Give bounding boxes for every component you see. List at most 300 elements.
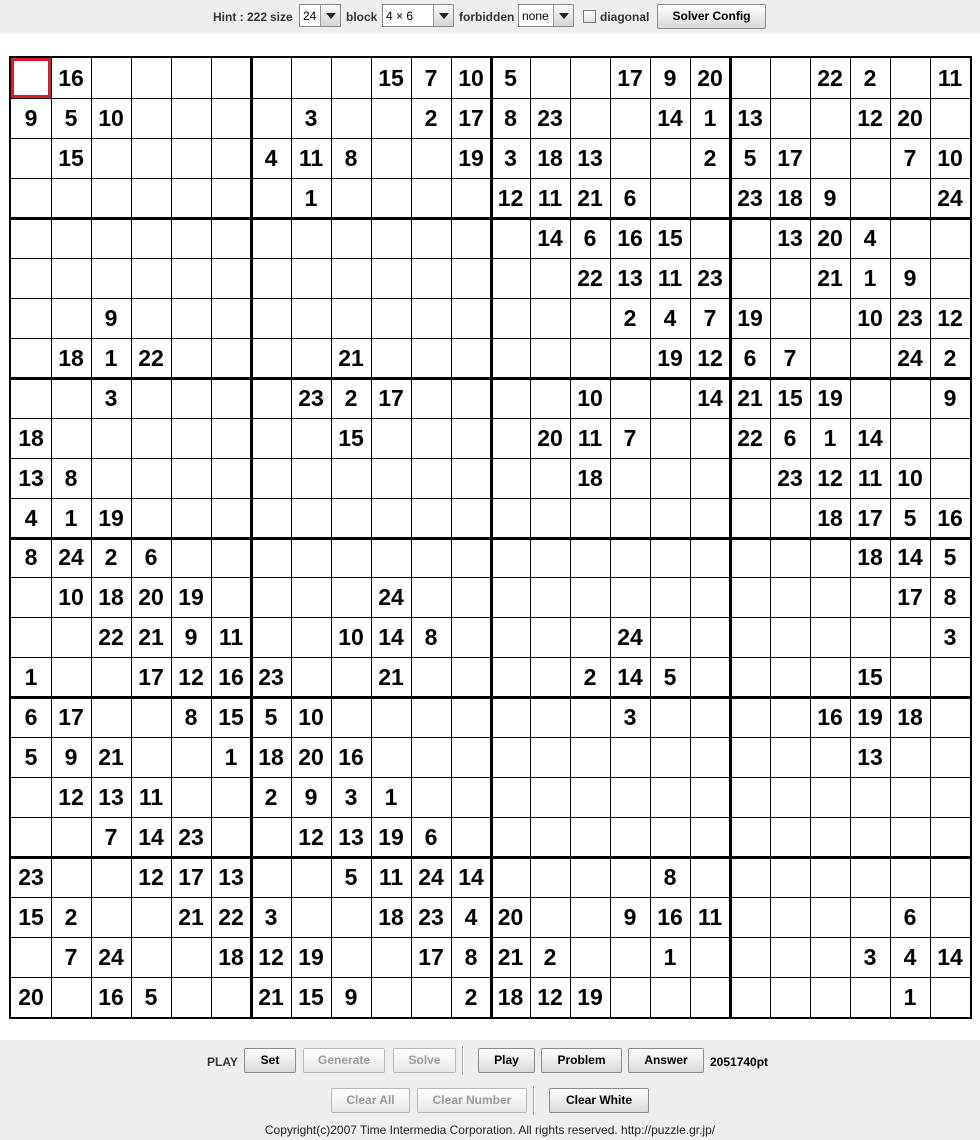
- sudoku-cell-empty[interactable]: [850, 777, 890, 817]
- sudoku-cell-empty[interactable]: [930, 697, 970, 737]
- sudoku-cell-given[interactable]: 5: [64, 105, 78, 131]
- sudoku-cell-given[interactable]: 16: [617, 225, 643, 251]
- sudoku-cell-given[interactable]: 7: [104, 824, 118, 850]
- sudoku-cell-empty[interactable]: [331, 897, 371, 937]
- sudoku-cell-given[interactable]: 13: [218, 864, 244, 890]
- sudoku-cell-empty[interactable]: [530, 378, 570, 418]
- sudoku-cell-empty[interactable]: [291, 657, 331, 697]
- sudoku-cell-given[interactable]: 24: [897, 345, 923, 371]
- sudoku-cell-empty[interactable]: [251, 617, 291, 657]
- sudoku-cell-empty[interactable]: [211, 498, 251, 538]
- sudoku-cell-empty[interactable]: [91, 138, 131, 178]
- sudoku-cell-empty[interactable]: [171, 498, 211, 538]
- sudoku-cell-given[interactable]: 11: [298, 145, 324, 171]
- sudoku-cell-given[interactable]: 14: [697, 385, 723, 411]
- sudoku-cell-given[interactable]: 14: [378, 624, 404, 650]
- sudoku-cell-given[interactable]: 2: [344, 385, 358, 411]
- sudoku-cell-given[interactable]: 11: [218, 624, 244, 650]
- sudoku-cell-given[interactable]: 14: [617, 664, 643, 690]
- sudoku-cell-empty[interactable]: [251, 218, 291, 258]
- sudoku-cell-empty[interactable]: [131, 697, 171, 737]
- sudoku-cell-empty[interactable]: [171, 58, 211, 98]
- forbidden-select[interactable]: [518, 4, 574, 27]
- sudoku-cell-empty[interactable]: [690, 617, 730, 657]
- sudoku-cell-empty[interactable]: [810, 657, 850, 697]
- sudoku-cell-empty[interactable]: [371, 338, 411, 378]
- sudoku-cell-empty[interactable]: [131, 178, 171, 218]
- sudoku-cell-given[interactable]: 13: [777, 225, 803, 251]
- sudoku-cell-given[interactable]: 7: [783, 345, 797, 371]
- sudoku-cell-empty[interactable]: [451, 458, 491, 498]
- sudoku-cell-given[interactable]: 12: [178, 664, 204, 690]
- sudoku-cell-empty[interactable]: [171, 338, 211, 378]
- sudoku-cell-empty[interactable]: [291, 857, 331, 897]
- sudoku-cell-given[interactable]: 3: [264, 904, 278, 930]
- sudoku-cell-empty[interactable]: [11, 298, 51, 338]
- sudoku-cell-empty[interactable]: [850, 817, 890, 857]
- sudoku-cell-empty[interactable]: [730, 857, 770, 897]
- sudoku-cell-empty[interactable]: [690, 458, 730, 498]
- sudoku-cell-given[interactable]: 9: [24, 105, 38, 131]
- sudoku-cell-empty[interactable]: [411, 458, 451, 498]
- sudoku-cell-given[interactable]: 4: [663, 305, 677, 331]
- sudoku-cell-given[interactable]: 1: [703, 105, 717, 131]
- diagonal-checkbox[interactable]: [583, 10, 596, 23]
- sudoku-cell-given[interactable]: 8: [64, 465, 78, 491]
- sudoku-cell-empty[interactable]: [11, 258, 51, 298]
- sudoku-cell-empty[interactable]: [251, 58, 291, 98]
- sudoku-cell-given[interactable]: 10: [338, 624, 364, 650]
- sudoku-cell-empty[interactable]: [51, 817, 91, 857]
- sudoku-cell-empty[interactable]: [131, 937, 171, 977]
- sudoku-cell-given[interactable]: 8: [663, 864, 677, 890]
- sudoku-cell-given[interactable]: 6: [24, 704, 38, 730]
- sudoku-cell-empty[interactable]: [251, 458, 291, 498]
- sudoku-cell-empty[interactable]: [810, 737, 850, 777]
- sudoku-cell-empty[interactable]: [331, 657, 371, 697]
- sudoku-cell-empty[interactable]: [491, 378, 530, 418]
- sudoku-cell-given[interactable]: 6: [743, 345, 757, 371]
- sudoku-cell-empty[interactable]: [291, 218, 331, 258]
- sudoku-cell-empty[interactable]: [491, 418, 530, 458]
- sudoku-cell-empty[interactable]: [331, 937, 371, 977]
- sudoku-cell-given[interactable]: 10: [857, 305, 883, 331]
- sudoku-cell-empty[interactable]: [91, 897, 131, 937]
- sudoku-cell-empty[interactable]: [810, 138, 850, 178]
- sudoku-cell-empty[interactable]: [291, 418, 331, 458]
- sudoku-cell-given[interactable]: 18: [897, 704, 923, 730]
- sudoku-cell-given[interactable]: 13: [577, 145, 603, 171]
- sudoku-cell-empty[interactable]: [51, 657, 91, 697]
- sudoku-cell-empty[interactable]: [371, 937, 411, 977]
- sudoku-cell-given[interactable]: 13: [857, 744, 883, 770]
- sudoku-cell-given[interactable]: 21: [98, 744, 124, 770]
- sudoku-cell-given[interactable]: 20: [18, 984, 44, 1010]
- sudoku-cell-given[interactable]: 19: [857, 704, 883, 730]
- sudoku-cell-empty[interactable]: [371, 98, 411, 138]
- sudoku-cell-empty[interactable]: [171, 178, 211, 218]
- sudoku-cell-empty[interactable]: [291, 577, 331, 617]
- sudoku-cell-empty[interactable]: [171, 538, 211, 577]
- sudoku-cell-empty[interactable]: [890, 657, 930, 697]
- sudoku-cell-empty[interactable]: [810, 338, 850, 378]
- sudoku-cell-given[interactable]: 1: [24, 664, 38, 690]
- sudoku-cell-given[interactable]: 4: [903, 944, 917, 970]
- sudoku-cell-given[interactable]: 15: [857, 664, 883, 690]
- sudoku-cell-given[interactable]: 11: [697, 904, 723, 930]
- sudoku-cell-given[interactable]: 1: [823, 425, 837, 451]
- sudoku-cell-empty[interactable]: [530, 298, 570, 338]
- sudoku-cell-given[interactable]: 9: [663, 65, 677, 91]
- sudoku-cell-given[interactable]: 20: [138, 584, 164, 610]
- sudoku-cell-empty[interactable]: [650, 817, 690, 857]
- sudoku-cell-empty[interactable]: [730, 817, 770, 857]
- sudoku-cell-empty[interactable]: [331, 98, 371, 138]
- solve-button[interactable]: Solve: [393, 1048, 456, 1073]
- sudoku-cell-given[interactable]: 1: [903, 984, 917, 1010]
- sudoku-cell-empty[interactable]: [131, 418, 171, 458]
- sudoku-cell-empty[interactable]: [530, 857, 570, 897]
- sudoku-cell-given[interactable]: 18: [18, 425, 44, 451]
- sudoku-cell-empty[interactable]: [211, 338, 251, 378]
- sudoku-cell-empty[interactable]: [91, 657, 131, 697]
- sudoku-cell-empty[interactable]: [930, 737, 970, 777]
- sudoku-cell-empty[interactable]: [131, 897, 171, 937]
- sudoku-cell-empty[interactable]: [211, 258, 251, 298]
- sudoku-cell-given[interactable]: 5: [264, 704, 278, 730]
- sudoku-cell-given[interactable]: 18: [98, 584, 124, 610]
- sudoku-cell-empty[interactable]: [730, 58, 770, 98]
- sudoku-cell-empty[interactable]: [91, 697, 131, 737]
- sudoku-cell-empty[interactable]: [730, 937, 770, 977]
- sudoku-cell-empty[interactable]: [690, 857, 730, 897]
- sudoku-cell-given[interactable]: 17: [458, 105, 484, 131]
- sudoku-cell-given[interactable]: 13: [18, 465, 44, 491]
- sudoku-cell-empty[interactable]: [11, 378, 51, 418]
- sudoku-cell-empty[interactable]: [171, 777, 211, 817]
- generate-button[interactable]: Generate: [303, 1048, 385, 1073]
- sudoku-cell-empty[interactable]: [770, 857, 810, 897]
- sudoku-cell-empty[interactable]: [411, 378, 451, 418]
- sudoku-cell-given[interactable]: 24: [937, 185, 963, 211]
- sudoku-cell-empty[interactable]: [730, 498, 770, 538]
- sudoku-cell-empty[interactable]: [850, 138, 890, 178]
- sudoku-cell-empty[interactable]: [650, 178, 690, 218]
- sudoku-cell-empty[interactable]: [291, 617, 331, 657]
- sudoku-cell-given[interactable]: 6: [783, 425, 797, 451]
- sudoku-cell-empty[interactable]: [371, 138, 411, 178]
- clear-all-button[interactable]: Clear All: [331, 1088, 410, 1113]
- sudoku-cell-empty[interactable]: [491, 857, 530, 897]
- sudoku-cell-given[interactable]: 16: [58, 65, 84, 91]
- sudoku-cell-given[interactable]: 20: [897, 105, 923, 131]
- sudoku-cell-empty[interactable]: [371, 458, 411, 498]
- sudoku-cell-empty[interactable]: [730, 577, 770, 617]
- sudoku-cell-empty[interactable]: [411, 657, 451, 697]
- sudoku-cell-given[interactable]: 11: [378, 864, 404, 890]
- sudoku-cell-given[interactable]: 1: [64, 505, 78, 531]
- sudoku-cell-empty[interactable]: [530, 737, 570, 777]
- sudoku-cell-given[interactable]: 2: [583, 664, 597, 690]
- sudoku-cell-empty[interactable]: [570, 817, 610, 857]
- sudoku-cell-given[interactable]: 2: [264, 784, 278, 810]
- sudoku-cell-given[interactable]: 8: [184, 704, 198, 730]
- sudoku-cell-empty[interactable]: [331, 697, 371, 737]
- sudoku-cell-empty[interactable]: [810, 777, 850, 817]
- sudoku-cell-empty[interactable]: [131, 218, 171, 258]
- sudoku-cell-empty[interactable]: [291, 897, 331, 937]
- sudoku-cell-empty[interactable]: [610, 98, 650, 138]
- sudoku-cell-given[interactable]: 23: [697, 265, 723, 291]
- sudoku-cell-given[interactable]: 14: [138, 824, 164, 850]
- sudoku-cell-given[interactable]: 9: [64, 744, 78, 770]
- sudoku-cell-empty[interactable]: [51, 258, 91, 298]
- sudoku-cell-given[interactable]: 4: [863, 225, 877, 251]
- sudoku-cell-empty[interactable]: [171, 737, 211, 777]
- sudoku-cell-empty[interactable]: [690, 937, 730, 977]
- sudoku-cell-given[interactable]: 9: [903, 265, 917, 291]
- sudoku-cell-empty[interactable]: [650, 498, 690, 538]
- sudoku-cell-empty[interactable]: [251, 857, 291, 897]
- sudoku-cell-empty[interactable]: [730, 777, 770, 817]
- sudoku-cell-given[interactable]: 18: [218, 944, 244, 970]
- sudoku-cell-empty[interactable]: [730, 657, 770, 697]
- sudoku-cell-given[interactable]: 8: [504, 105, 517, 131]
- sudoku-cell-given[interactable]: 17: [857, 505, 883, 531]
- sudoku-cell-empty[interactable]: [411, 697, 451, 737]
- sudoku-cell-given[interactable]: 2: [543, 944, 557, 970]
- sudoku-cell-empty[interactable]: [411, 498, 451, 538]
- sudoku-cell-empty[interactable]: [371, 218, 411, 258]
- sudoku-cell-empty[interactable]: [91, 857, 131, 897]
- sudoku-cell-given[interactable]: 10: [58, 584, 84, 610]
- sudoku-cell-empty[interactable]: [411, 178, 451, 218]
- sudoku-cell-empty[interactable]: [530, 577, 570, 617]
- sudoku-cell-given[interactable]: 12: [58, 784, 84, 810]
- sudoku-cell-empty[interactable]: [610, 817, 650, 857]
- sudoku-cell-given[interactable]: 13: [338, 824, 364, 850]
- sudoku-cell-empty[interactable]: [810, 817, 850, 857]
- sudoku-cell-empty[interactable]: [211, 178, 251, 218]
- sudoku-cell-given[interactable]: 15: [18, 904, 44, 930]
- sudoku-cell-given[interactable]: 4: [464, 904, 478, 930]
- sudoku-cell-given[interactable]: 4: [24, 505, 38, 531]
- sudoku-cell-empty[interactable]: [650, 777, 690, 817]
- sudoku-cell-empty[interactable]: [251, 418, 291, 458]
- sudoku-cell-empty[interactable]: [491, 577, 530, 617]
- sudoku-cell-empty[interactable]: [491, 498, 530, 538]
- sudoku-cell-given[interactable]: 12: [537, 984, 563, 1010]
- sudoku-cell-empty[interactable]: [331, 577, 371, 617]
- sudoku-cell-given[interactable]: 8: [943, 584, 957, 610]
- sudoku-cell-empty[interactable]: [291, 498, 331, 538]
- sudoku-cell-empty[interactable]: [890, 817, 930, 857]
- sudoku-cell-empty[interactable]: [930, 857, 970, 897]
- sudoku-cell-empty[interactable]: [570, 58, 610, 98]
- sudoku-cell-empty[interactable]: [690, 777, 730, 817]
- sudoku-cell-given[interactable]: 21: [378, 664, 404, 690]
- sudoku-cell-empty[interactable]: [770, 777, 810, 817]
- sudoku-cell-given[interactable]: 3: [104, 385, 118, 411]
- sudoku-cell-given[interactable]: 17: [777, 145, 803, 171]
- sudoku-cell-empty[interactable]: [610, 577, 650, 617]
- sudoku-cell-given[interactable]: 18: [537, 145, 563, 171]
- sudoku-cell-empty[interactable]: [730, 538, 770, 577]
- sudoku-cell-empty[interactable]: [291, 458, 331, 498]
- sudoku-cell-empty[interactable]: [690, 218, 730, 258]
- sudoku-cell-given[interactable]: 21: [338, 345, 364, 371]
- chevron-down-icon[interactable]: [320, 5, 340, 26]
- sudoku-cell-empty[interactable]: [171, 218, 211, 258]
- sudoku-cell-empty[interactable]: [331, 218, 371, 258]
- sudoku-cell-given[interactable]: 23: [777, 465, 803, 491]
- sudoku-cell-empty[interactable]: [570, 617, 610, 657]
- sudoku-cell-given[interactable]: 20: [537, 425, 563, 451]
- sudoku-cell-given[interactable]: 18: [258, 744, 284, 770]
- sudoku-cell-empty[interactable]: [411, 538, 451, 577]
- set-button[interactable]: Set: [244, 1048, 296, 1073]
- sudoku-cell-empty[interactable]: [650, 538, 690, 577]
- sudoku-cell-given[interactable]: 5: [903, 505, 917, 531]
- sudoku-cell-empty[interactable]: [650, 577, 690, 617]
- sudoku-cell-given[interactable]: 21: [497, 944, 524, 970]
- sudoku-cell-empty[interactable]: [690, 418, 730, 458]
- sudoku-cell-given[interactable]: 15: [298, 984, 324, 1010]
- sudoku-cell-empty[interactable]: [850, 897, 890, 937]
- sudoku-cell-given[interactable]: 12: [857, 105, 883, 131]
- sudoku-cell-given[interactable]: 21: [178, 904, 204, 930]
- sudoku-cell-empty[interactable]: [890, 378, 930, 418]
- sudoku-cell-empty[interactable]: [291, 58, 331, 98]
- sudoku-cell-given[interactable]: 13: [98, 784, 124, 810]
- sudoku-cell-empty[interactable]: [770, 98, 810, 138]
- sudoku-cell-empty[interactable]: [930, 418, 970, 458]
- sudoku-cell-empty[interactable]: [491, 218, 530, 258]
- sudoku-cell-given[interactable]: 17: [617, 65, 643, 91]
- sudoku-cell-empty[interactable]: [11, 617, 51, 657]
- sudoku-cell-given[interactable]: 24: [418, 864, 444, 890]
- sudoku-cell-given[interactable]: 10: [897, 465, 923, 491]
- sudoku-cell-empty[interactable]: [291, 338, 331, 378]
- sudoku-cell-given[interactable]: 15: [378, 65, 404, 91]
- sudoku-cell-empty[interactable]: [451, 218, 491, 258]
- sudoku-cell-given[interactable]: 17: [178, 864, 204, 890]
- sudoku-cell-empty[interactable]: [251, 98, 291, 138]
- solver-config-button[interactable]: Solver Config: [657, 4, 766, 29]
- sudoku-cell-empty[interactable]: [810, 577, 850, 617]
- sudoku-cell-empty[interactable]: [331, 298, 371, 338]
- sudoku-cell-empty[interactable]: [51, 178, 91, 218]
- sudoku-cell-empty[interactable]: [530, 817, 570, 857]
- sudoku-cell-empty[interactable]: [251, 577, 291, 617]
- sudoku-cell-empty[interactable]: [11, 577, 51, 617]
- sudoku-cell-empty[interactable]: [211, 458, 251, 498]
- sudoku-cell-given[interactable]: 8: [464, 944, 478, 970]
- sudoku-cell-given[interactable]: 4: [264, 145, 278, 171]
- sudoku-cell-given[interactable]: 23: [258, 664, 284, 690]
- sudoku-cell-empty[interactable]: [610, 977, 650, 1017]
- sudoku-cell-empty[interactable]: [610, 138, 650, 178]
- sudoku-cell-given[interactable]: 19: [458, 145, 484, 171]
- sudoku-cell-given[interactable]: 16: [657, 904, 683, 930]
- sudoku-cell-empty[interactable]: [850, 178, 890, 218]
- sudoku-cell-given[interactable]: 21: [138, 624, 164, 650]
- sudoku-cell-empty[interactable]: [371, 258, 411, 298]
- sudoku-cell-given[interactable]: 20: [298, 744, 324, 770]
- sudoku-cell-empty[interactable]: [51, 617, 91, 657]
- sudoku-cell-given[interactable]: 8: [344, 145, 358, 171]
- sudoku-cell-empty[interactable]: [491, 538, 530, 577]
- sudoku-cell-empty[interactable]: [331, 498, 371, 538]
- sudoku-cell-empty[interactable]: [131, 458, 171, 498]
- sudoku-cell-empty[interactable]: [890, 737, 930, 777]
- sudoku-cell-given[interactable]: 24: [617, 624, 643, 650]
- sudoku-cell-empty[interactable]: [810, 298, 850, 338]
- sudoku-cell-given[interactable]: 3: [504, 145, 517, 171]
- sudoku-cell-given[interactable]: 15: [338, 425, 364, 451]
- sudoku-cell-empty[interactable]: [570, 897, 610, 937]
- sudoku-cell-empty[interactable]: [930, 977, 970, 1017]
- sudoku-cell-empty[interactable]: [690, 817, 730, 857]
- sudoku-cell-empty[interactable]: [451, 338, 491, 378]
- sudoku-cell-given[interactable]: 19: [657, 345, 683, 371]
- sudoku-cell-given[interactable]: 12: [138, 864, 164, 890]
- sudoku-cell-empty[interactable]: [930, 817, 970, 857]
- sudoku-cell-given[interactable]: 13: [737, 105, 763, 131]
- sudoku-cell-given[interactable]: 7: [64, 944, 78, 970]
- sudoku-cell-empty[interactable]: [530, 697, 570, 737]
- sudoku-cell-empty[interactable]: [331, 58, 371, 98]
- sudoku-cell-empty[interactable]: [211, 538, 251, 577]
- sudoku-cell-given[interactable]: 6: [623, 185, 637, 211]
- sudoku-cell-empty[interactable]: [491, 458, 530, 498]
- sudoku-cell-given[interactable]: 17: [378, 385, 404, 411]
- sudoku-cell-empty[interactable]: [171, 458, 211, 498]
- sudoku-cell-given[interactable]: 11: [577, 425, 603, 451]
- sudoku-cell-empty[interactable]: [530, 538, 570, 577]
- sudoku-cell-empty[interactable]: [610, 378, 650, 418]
- sudoku-cell-given[interactable]: 11: [537, 185, 563, 211]
- sudoku-cell-empty[interactable]: [770, 657, 810, 697]
- sudoku-cell-empty[interactable]: [770, 538, 810, 577]
- sudoku-cell-empty[interactable]: [371, 737, 411, 777]
- sudoku-cell-given[interactable]: 3: [344, 784, 358, 810]
- sudoku-cell-given[interactable]: 22: [577, 265, 603, 291]
- sudoku-cell-empty[interactable]: [131, 378, 171, 418]
- sudoku-cell-given[interactable]: 15: [777, 385, 803, 411]
- sudoku-cell-given[interactable]: 11: [138, 784, 164, 810]
- sudoku-cell-given[interactable]: 2: [623, 305, 637, 331]
- sudoku-cell-given[interactable]: 22: [138, 345, 164, 371]
- sudoku-cell-empty[interactable]: [690, 697, 730, 737]
- sudoku-cell-given[interactable]: 1: [384, 784, 398, 810]
- sudoku-cell-empty[interactable]: [91, 458, 131, 498]
- sudoku-cell-empty[interactable]: [890, 178, 930, 218]
- sudoku-cell-empty[interactable]: [211, 58, 251, 98]
- sudoku-cell-given[interactable]: 23: [418, 904, 444, 930]
- sudoku-cell-empty[interactable]: [251, 538, 291, 577]
- sudoku-cell-empty[interactable]: [411, 737, 451, 777]
- sudoku-cell-empty[interactable]: [570, 298, 610, 338]
- sudoku-cell-empty[interactable]: [131, 498, 171, 538]
- sudoku-cell-empty[interactable]: [850, 857, 890, 897]
- sudoku-cell-empty[interactable]: [770, 258, 810, 298]
- sudoku-cell-given[interactable]: 9: [184, 624, 198, 650]
- sudoku-cell-empty[interactable]: [171, 258, 211, 298]
- sudoku-cell-empty[interactable]: [451, 298, 491, 338]
- sudoku-cell-empty[interactable]: [530, 258, 570, 298]
- block-select[interactable]: [382, 4, 454, 27]
